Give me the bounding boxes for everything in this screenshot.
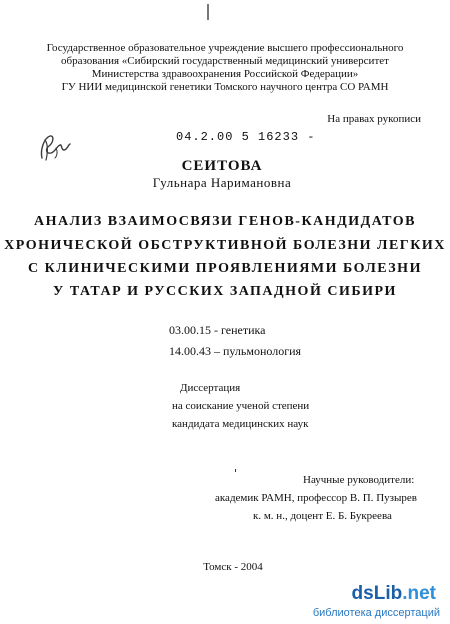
registration-code: 04.2.00 5 16233 - xyxy=(176,130,316,144)
supervisors-heading: Научные руководители: xyxy=(303,474,415,486)
dslib-logo xyxy=(352,583,436,605)
supervisor-1: академик РАМН, профессор В. П. Пузырев xyxy=(215,492,417,504)
author-surname: СЕИТОВА xyxy=(181,158,263,174)
header-line-4: ГУ НИИ медицинской генетики Томского научного центра СО РАМН xyxy=(61,81,389,93)
degree-line-2: на соискание ученой степени xyxy=(172,400,310,412)
title-line-3: С КЛИНИЧЕСКИМИ ПРОЯВЛЕНИЯМИ БОЛЕЗНИ xyxy=(28,261,422,276)
specialty-pulmonology: 14.00.43 – пульмонология xyxy=(169,344,302,358)
dslib-subtitle: библиотека диссертаций xyxy=(312,607,440,619)
author-given-name: Гульнара Наримановна xyxy=(152,175,292,190)
title-line-2: ХРОНИЧЕСКОЙ ОБСТРУКТИВНОЙ БОЛЕЗНИ ЛЕГКИХ xyxy=(4,238,446,253)
header-line-3: Министерства здравоохранения Российской Федерации» xyxy=(91,68,359,80)
manuscript-rights-note: На правах рукописи xyxy=(327,113,421,125)
logo-tld: .net xyxy=(402,583,436,604)
degree-line-3: кандидата медицинских наук xyxy=(172,418,309,430)
supervisor-2: к. м. н., доцент Е. Б. Букреева xyxy=(253,510,392,522)
scan-mark-small xyxy=(235,469,236,472)
title-line-1: АНАЛИЗ ВЗАИМОСВЯЗИ ГЕНОВ-КАНДИДАТОВ xyxy=(33,214,417,229)
city-year: Томск - 2004 xyxy=(203,561,263,573)
scan-mark xyxy=(207,4,209,20)
specialty-genetics: 03.00.15 - генетика xyxy=(169,323,266,337)
degree-line-1: Диссертация xyxy=(180,382,241,394)
header-line-2: образования «Сибирский государственный медицинский университет xyxy=(61,55,389,67)
logo-main: dsLib xyxy=(351,583,403,604)
title-line-4: У ТАТАР И РУССКИХ ЗАПАДНОЙ СИБИРИ xyxy=(53,284,397,299)
header-line-1: Государственное образовательное учреждение высшего профессионального xyxy=(46,42,404,54)
